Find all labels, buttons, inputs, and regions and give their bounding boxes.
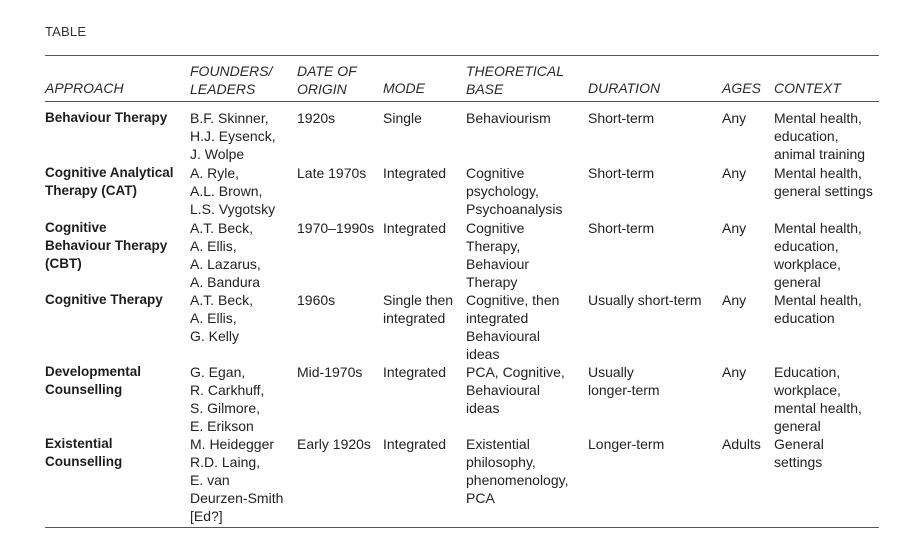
cell-duration: Short-term bbox=[588, 165, 655, 181]
cell-date: 1920s bbox=[297, 110, 336, 126]
header-duration: DURATION bbox=[588, 80, 661, 96]
cell-approach: Developmental Counselling bbox=[45, 364, 142, 397]
cell-mode: Integrated bbox=[383, 436, 447, 452]
cell-ages: Any bbox=[722, 220, 747, 236]
header-theoretical-base: THEORETICAL BASE bbox=[466, 63, 565, 97]
cell-duration: Usually longer-term bbox=[588, 364, 660, 398]
cell-date: Early 1920s bbox=[297, 436, 371, 452]
cell-theory: Cognitive, then integrated Behavioural ideas bbox=[466, 292, 560, 362]
cell-duration: Short-term bbox=[588, 110, 655, 126]
cell-ages: Any bbox=[722, 364, 747, 380]
cell-founders: A.T. Beck, A. Ellis, A. Lazarus, A. Bandura bbox=[190, 220, 261, 290]
cell-context: Mental health, general settings bbox=[774, 165, 873, 199]
bottom-rule bbox=[45, 527, 879, 528]
header-context: CONTEXT bbox=[774, 80, 841, 96]
cell-approach: Behaviour Therapy bbox=[45, 110, 168, 125]
cell-approach: Cognitive Analytical Therapy (CAT) bbox=[45, 165, 174, 198]
cell-theory: Cognitive Therapy, Behaviour Therapy bbox=[466, 220, 530, 290]
cell-context: Mental health, education bbox=[774, 292, 862, 326]
cell-date: 1960s bbox=[297, 292, 336, 308]
cell-approach: Cognitive Therapy bbox=[45, 292, 163, 307]
cell-ages: Any bbox=[722, 165, 747, 181]
cell-theory: Behaviourism bbox=[466, 110, 551, 126]
cell-founders: M. Heidegger R.D. Laing, E. van Deurzen-Smith [Ed?] bbox=[190, 436, 284, 524]
cell-duration: Usually short-term bbox=[588, 292, 702, 308]
header-date-of-origin: DATE OF ORIGIN bbox=[297, 63, 357, 97]
cell-context: Mental health, education, animal training bbox=[774, 110, 866, 162]
cell-duration: Short-term bbox=[588, 220, 655, 236]
cell-date: Late 1970s bbox=[297, 165, 367, 181]
cell-theory: Existential philosophy, phenomenology, PCA bbox=[466, 436, 569, 506]
cell-ages: Any bbox=[722, 110, 747, 126]
cell-mode: Integrated bbox=[383, 165, 447, 181]
header-approach: APPROACH bbox=[45, 80, 124, 96]
header-mode: MODE bbox=[383, 80, 425, 96]
cell-date: 1970–1990s bbox=[297, 220, 375, 236]
cell-mode: Integrated bbox=[383, 220, 447, 236]
header-rule bbox=[45, 101, 879, 102]
top-rule bbox=[45, 55, 879, 56]
cell-founders: B.F. Skinner, H.J. Eysenck, J. Wolpe bbox=[190, 110, 276, 162]
cell-context: Mental health, education, workplace, general bbox=[774, 220, 862, 290]
cell-approach: Existential Counselling bbox=[45, 436, 123, 469]
cell-ages: Adults bbox=[722, 436, 761, 452]
cell-mode: Single bbox=[383, 110, 422, 126]
cell-mode: Integrated bbox=[383, 364, 447, 380]
cell-theory: PCA, Cognitive, Behavioural ideas bbox=[466, 364, 565, 416]
cell-mode: Single then integrated bbox=[383, 292, 454, 326]
cell-founders: G. Egan, R. Carkhuff, S. Gilmore, E. Erikson bbox=[190, 364, 265, 434]
table-caption: TABLE bbox=[45, 24, 87, 39]
header-ages: AGES bbox=[722, 80, 761, 96]
cell-ages: Any bbox=[722, 292, 747, 308]
cell-date: Mid-1970s bbox=[297, 364, 363, 380]
cell-approach: Cognitive Behaviour Therapy (CBT) bbox=[45, 220, 168, 271]
cell-founders: A. Ryle, A.L. Brown, L.S. Vygotsky bbox=[190, 165, 276, 217]
cell-context: General settings bbox=[774, 436, 824, 470]
cell-founders: A.T. Beck, A. Ellis, G. Kelly bbox=[190, 292, 254, 344]
cell-duration: Longer-term bbox=[588, 436, 665, 452]
cell-theory: Cognitive psychology, Psychoanalysis bbox=[466, 165, 563, 217]
header-founders: FOUNDERS/ LEADERS bbox=[190, 63, 273, 97]
cell-context: Education, workplace, mental health, general bbox=[774, 364, 862, 434]
